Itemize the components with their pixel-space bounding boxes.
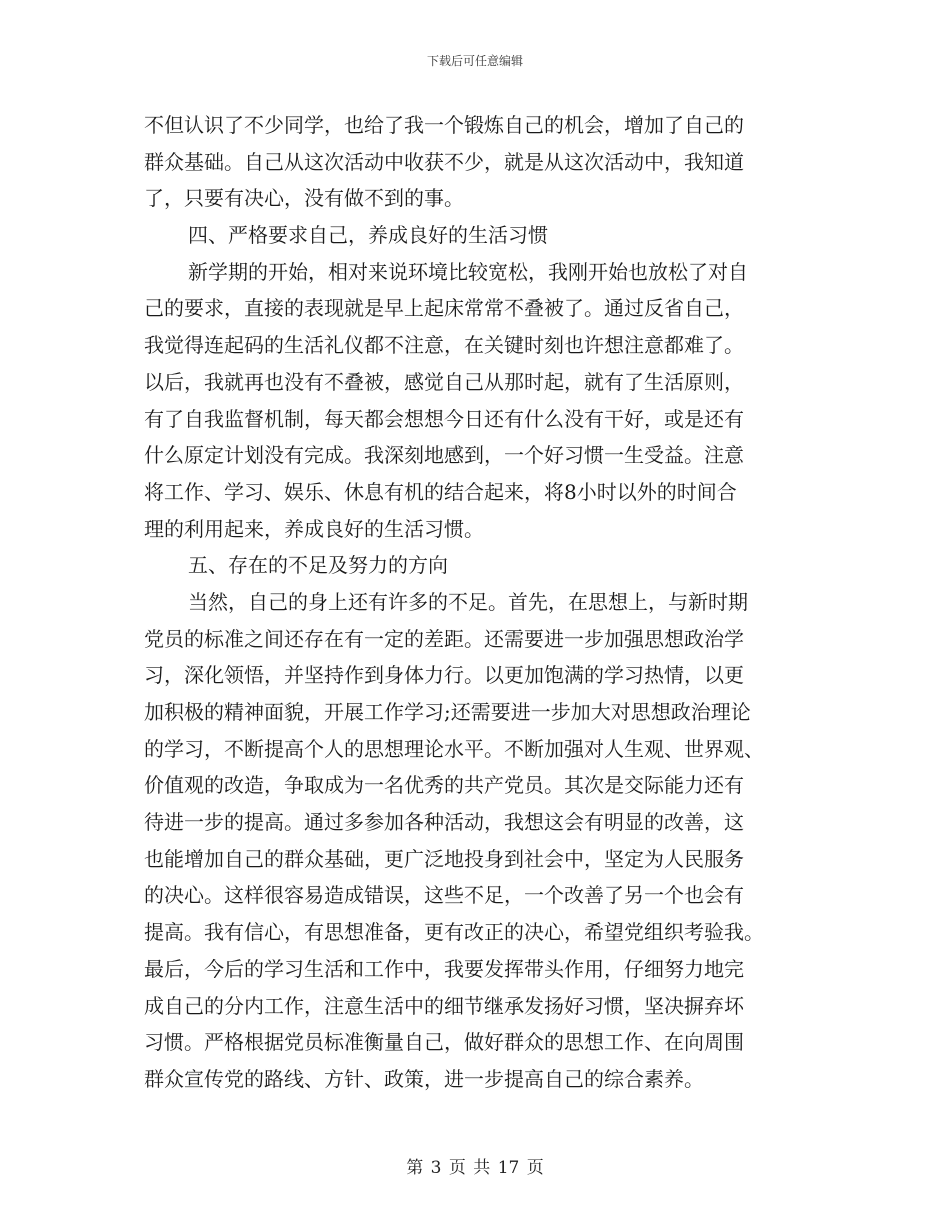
page-header: 下载后可任意编辑 <box>426 54 523 68</box>
body-line: 的学习，不断提高个人的思想理论水平。不断加强对人生观、世界观、 <box>144 736 764 761</box>
body-line: 群众宣传党的路线、方针、政策，进一步提高自己的综合素养。 <box>144 1066 704 1091</box>
body-line: 加积极的精神面貌，开展工作学习;还需要进一步加大对思想政治理论 <box>144 700 751 724</box>
body-line: 习，深化领悟，并坚持作到身体力行。以更加饱满的学习热情，以更 <box>144 663 744 688</box>
body-line: 什么原定计划没有完成。我深刻地感到，一个好习惯一生受益。注意 <box>144 443 744 468</box>
body-line: 价值观的改造，争取成为一名优秀的共产党员。其次是交际能力还有 <box>144 773 744 798</box>
body-line: 群众基础。自己从这次活动中收获不少，就是从这次活动中，我知道 <box>144 149 744 174</box>
body-line: 的决心。这样很容易造成错误，这些不足，一个改善了另一个也会有 <box>144 883 744 908</box>
body-line: 当然，自己的身上还有许多的不足。首先，在思想上，与新时期 <box>188 589 748 614</box>
body-line: 以后，我就再也没有不叠被，感觉自己从那时起，就有了生活原则， <box>144 369 744 394</box>
body-line: 成自己的分内工作，注意生活中的细节继承发扬好习惯，坚决摒弃坏 <box>144 993 744 1018</box>
body-line: 提高。我有信心，有思想准备，更有改正的决心，希望党组织考验我。 <box>144 920 764 945</box>
document-body <box>144 107 806 1098</box>
body-line: 新学期的开始，相对来说环境比较宽松，我刚开始也放松了对自 <box>188 259 748 284</box>
body-line: 将工作、学习、娱乐、休息有机的结合起来，将8小时以外的时间合 <box>144 479 737 504</box>
body-line: 我觉得连起码的生活礼仪都不注意，在关键时刻也许想注意都难了。 <box>144 333 744 358</box>
section-heading-5: 五、存在的不足及努力的方向 <box>188 553 448 578</box>
body-line: 待进一步的提高。通过多参加各种活动，我想这会有明显的改善，这 <box>144 810 744 835</box>
page-number-footer: 第 3 页 共 17 页 <box>406 1158 544 1178</box>
body-line: 也能增加自己的群众基础，更广泛地投身到社会中，坚定为人民服务 <box>144 846 744 871</box>
body-line: 习惯。严格根据党员标准衡量自己，做好群众的思想工作、在向周围 <box>144 1030 744 1055</box>
body-line: 理的利用起来，养成良好的生活习惯。 <box>144 516 484 541</box>
body-line: 党员的标准之间还存在有一定的差距。还需要进一步加强思想政治学 <box>144 626 744 651</box>
body-line: 有了自我监督机制，每天都会想想今日还有什么没有干好，或是还有 <box>144 406 744 431</box>
body-line: 最后，今后的学习生活和工作中，我要发挥带头作用，仔细努力地完 <box>144 956 744 981</box>
section-heading-4: 四、严格要求自己，养成良好的生活习惯 <box>188 223 548 248</box>
body-line: 己的要求，直接的表现就是早上起床常常不叠被了。通过反省自己， <box>144 296 744 321</box>
body-line: 不但认识了不少同学，也给了我一个锻炼自己的机会，增加了自己的 <box>144 113 744 137</box>
body-line: 了，只要有决心，没有做不到的事。 <box>144 186 464 211</box>
